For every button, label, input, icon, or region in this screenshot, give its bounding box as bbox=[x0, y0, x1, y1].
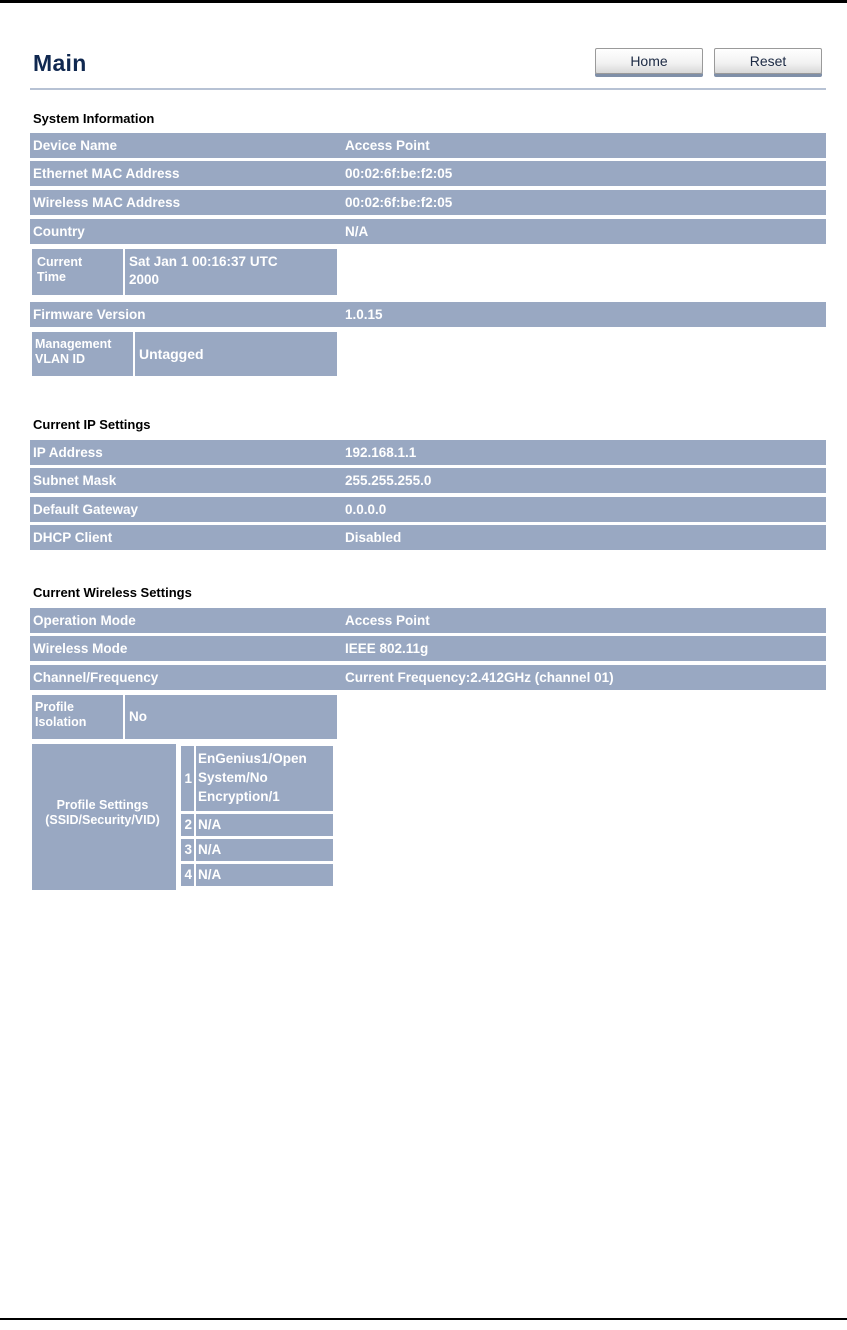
profile-isolation-label-line1: Profile bbox=[35, 700, 74, 714]
operation-mode-value: Access Point bbox=[341, 608, 826, 633]
profile-3-value: N/A bbox=[196, 839, 333, 861]
country-label: Country bbox=[30, 219, 342, 244]
row-subnet-mask bbox=[30, 468, 826, 493]
ip-address-label: IP Address bbox=[30, 440, 342, 465]
current-time-label-line1: Current bbox=[37, 255, 83, 269]
section-title-wireless-settings: Current Wireless Settings bbox=[33, 585, 192, 600]
current-time-value-line1: Sat Jan 1 00:16:37 UTC bbox=[129, 254, 278, 269]
row-operation-mode bbox=[30, 608, 826, 633]
dhcp-client-value: Disabled bbox=[341, 525, 826, 550]
title-divider bbox=[30, 88, 826, 90]
channel-frequency-label: Channel/Frequency bbox=[30, 665, 342, 690]
row-channel-frequency bbox=[30, 665, 826, 690]
wireless-mode-value: IEEE 802.11g bbox=[341, 636, 826, 661]
device-name-value: Access Point bbox=[341, 133, 826, 158]
default-gateway-value: 0.0.0.0 bbox=[341, 497, 826, 522]
management-vlan-label-line1: Management bbox=[35, 337, 112, 351]
ip-address-value: 192.168.1.1 bbox=[341, 440, 826, 465]
current-time-value bbox=[125, 249, 337, 295]
wireless-mac-value: 00:02:6f:be:f2:05 bbox=[341, 190, 826, 215]
current-time-label-line2: Time bbox=[37, 270, 66, 284]
row-wireless-mode bbox=[30, 636, 826, 661]
ethernet-mac-label: Ethernet MAC Address bbox=[30, 161, 342, 186]
row-ethernet-mac bbox=[30, 161, 826, 186]
wireless-mode-label: Wireless Mode bbox=[30, 636, 342, 661]
profile-1-line2: System/No bbox=[198, 770, 268, 785]
profile-settings-label-line1: Profile Settings bbox=[56, 798, 149, 812]
profile-isolation-value: No bbox=[125, 695, 337, 739]
profile-settings-label bbox=[32, 744, 176, 890]
section-title-system-information: System Information bbox=[33, 111, 155, 126]
row-ip-address bbox=[30, 440, 826, 465]
country-value: N/A bbox=[341, 219, 826, 244]
section-title-ip-settings: Current IP Settings bbox=[33, 417, 151, 432]
reset-button[interactable]: Reset bbox=[714, 48, 822, 74]
channel-frequency-value: Current Frequency:2.412GHz (channel 01) bbox=[341, 665, 826, 690]
profile-2-number: 2 bbox=[181, 814, 194, 836]
profile-2-value: N/A bbox=[196, 814, 333, 836]
firmware-version-value: 1.0.15 bbox=[341, 302, 826, 327]
wireless-mac-label: Wireless MAC Address bbox=[30, 190, 342, 215]
row-firmware-version bbox=[30, 302, 826, 327]
profile-1-line3: Encryption/1 bbox=[198, 789, 280, 804]
profile-4-number: 4 bbox=[181, 864, 194, 886]
device-name-label: Device Name bbox=[30, 133, 342, 158]
row-dhcp-client bbox=[30, 525, 826, 550]
page-title: Main bbox=[33, 50, 87, 76]
profile-settings-label-line2: (SSID/Security/VID) bbox=[45, 813, 160, 827]
profile-1-number: 1 bbox=[181, 746, 194, 811]
subnet-mask-label: Subnet Mask bbox=[30, 468, 342, 493]
bottom-border bbox=[0, 1318, 847, 1320]
profile-4-value: N/A bbox=[196, 864, 333, 886]
default-gateway-label: Default Gateway bbox=[30, 497, 342, 522]
row-country bbox=[30, 219, 826, 244]
management-vlan-label-line2: VLAN ID bbox=[35, 352, 85, 366]
dhcp-client-label: DHCP Client bbox=[30, 525, 342, 550]
profile-1-line1: EnGenius1/Open bbox=[198, 751, 307, 766]
current-time-value-line2: 2000 bbox=[129, 272, 160, 287]
operation-mode-label: Operation Mode bbox=[30, 608, 342, 633]
profile-1-value bbox=[196, 746, 333, 811]
row-device-name bbox=[30, 133, 826, 158]
row-default-gateway bbox=[30, 497, 826, 522]
home-button[interactable]: Home bbox=[595, 48, 703, 74]
profile-3-number: 3 bbox=[181, 839, 194, 861]
row-wireless-mac bbox=[30, 190, 826, 215]
profile-isolation-label-line2: Isolation bbox=[35, 715, 87, 729]
firmware-version-label: Firmware Version bbox=[30, 302, 342, 327]
management-vlan-value: Untagged bbox=[135, 332, 337, 376]
ethernet-mac-value: 00:02:6f:be:f2:05 bbox=[341, 161, 826, 186]
profile-isolation-label bbox=[32, 695, 123, 739]
current-time-label bbox=[32, 249, 123, 295]
top-border bbox=[0, 0, 847, 3]
management-vlan-label bbox=[32, 332, 133, 376]
subnet-mask-value: 255.255.255.0 bbox=[341, 468, 826, 493]
